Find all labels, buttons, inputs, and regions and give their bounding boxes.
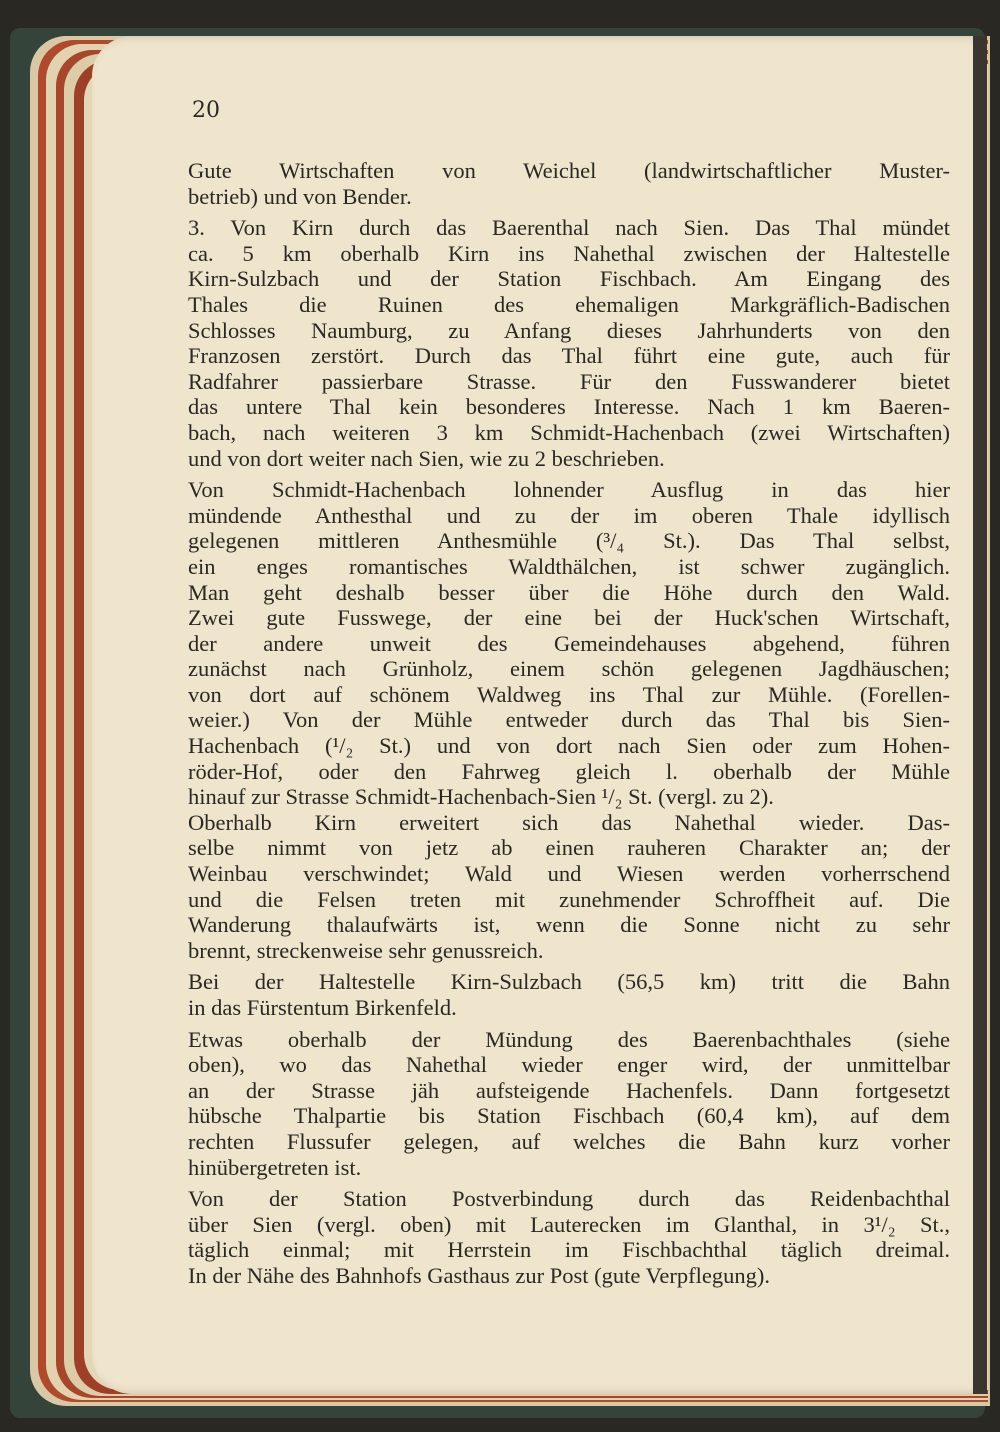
- text-line: Schlosses Naumburg, zu Anfang dieses Jahrhunderts von den: [188, 317, 950, 343]
- text-line: ein enges romantisches Waldthälchen, ist schwer zugänglich.: [188, 553, 950, 579]
- text-line: hinauf zur Strasse Schmidt-Hachenbach-Sien ¹/₂ St. (vergl. zu 2).: [188, 784, 774, 810]
- text-line: Oberhalb Kirn erweitert sich das Nahethal wieder. Das-: [188, 809, 950, 835]
- text-line: brennt, streckenweise sehr genussreich.: [188, 937, 544, 963]
- text-line: an der Strasse jäh aufsteigende Hachenfels. Dann fortgesetzt: [188, 1077, 950, 1103]
- paragraph: [188, 969, 950, 1020]
- text-line: hinübergetreten ist.: [188, 1154, 362, 1180]
- text-line: 3. Von Kirn durch das Baerenthal nach Sien. Das Thal mündet: [188, 215, 950, 241]
- text-line: rechten Flussufer gelegen, auf welches die Bahn kurz vorher: [188, 1128, 950, 1154]
- text-line: ca. 5 km oberhalb Kirn ins Nahethal zwischen der Haltestelle: [188, 240, 950, 266]
- page-number: 20: [192, 98, 220, 123]
- text-line: hübsche Thalpartie bis Station Fischbach (60,4 km), auf dem: [188, 1103, 950, 1129]
- paragraph: [188, 158, 950, 209]
- text-line: gelegenen mittleren Anthesmühle (³/₄ St.). Das Thal selbst,: [188, 528, 950, 554]
- text-line: Zwei gute Fusswege, der eine bei der Huck'schen Wirtschaft,: [188, 605, 950, 631]
- text-line: Franzosen zerstört. Durch das Thal führt eine gute, auch für: [188, 343, 950, 369]
- text-line: selbe nimmt von jetz ab einen rauheren Charakter an; der: [188, 835, 950, 861]
- text-line: Radfahrer passierbare Strasse. Für den Fusswanderer bietet: [188, 368, 950, 394]
- text-line: In der Nähe des Bahnhofs Gasthaus zur Post (gute Verpflegung).: [188, 1262, 770, 1288]
- text-line: Gute Wirtschaften von Weichel (landwirtschaftlicher Muster-: [188, 158, 950, 183]
- text-line: Weinbau verschwindet; Wald und Wiesen werden vorherrschend: [188, 861, 950, 887]
- text-line: mündende Anthesthal und zu der im oberen Thale idyllisch: [188, 502, 950, 528]
- text-line: das untere Thal kein besonderes Interesse. Nach 1 km Baeren-: [188, 394, 950, 420]
- text-line: Kirn-Sulzbach und der Station Fischbach. Am Eingang des: [188, 266, 950, 292]
- text-line: täglich einmal; mit Herrstein im Fischbachthal täglich dreimal.: [188, 1237, 950, 1263]
- text-line: Etwas oberhalb der Mündung des Baerenbachthales (siehe: [188, 1026, 950, 1052]
- page-text: [188, 158, 950, 1289]
- paragraph: [188, 1027, 950, 1181]
- paragraph: [188, 1186, 950, 1288]
- text-line: Wanderung thalaufwärts ist, wenn die Sonne nicht zu sehr: [188, 912, 950, 938]
- text-line: Hachenbach (¹/₂ St.) und von dort nach Sien oder zum Hohen-: [188, 733, 950, 759]
- text-line: röder-Hof, oder den Fahrweg gleich l. oberhalb der Mühle: [188, 758, 950, 784]
- text-line: zunächst nach Grünholz, einem schön gelegenen Jagdhäuschen;: [188, 656, 950, 682]
- text-line: bach, nach weiteren 3 km Schmidt-Hachenbach (zwei Wirtschaften): [188, 419, 950, 445]
- text-line: Thales die Ruinen des ehemaligen Markgräflich-Badischen: [188, 291, 950, 317]
- text-line: und die Felsen treten mit zunehmender Schroffheit auf. Die: [188, 886, 950, 912]
- text-line: betrieb) und von Bender.: [188, 183, 412, 209]
- text-line: Von Schmidt-Hachenbach lohnender Ausflug in das hier: [188, 477, 950, 503]
- paragraph: [188, 477, 950, 810]
- paragraph: [188, 215, 950, 471]
- text-line: weier.) Von der Mühle entweder durch das Thal bis Sien-: [188, 707, 950, 733]
- text-line: Bei der Haltestelle Kirn-Sulzbach (56,5 km) tritt die Bahn: [188, 969, 950, 995]
- book-binding: [973, 36, 987, 1394]
- text-line: der andere unweit des Gemeindehauses abgehend, führen: [188, 630, 950, 656]
- text-line: von dort auf schönem Waldweg ins Thal zur Mühle. (Forellen-: [188, 681, 950, 707]
- text-line: oben), wo das Nahethal wieder enger wird, der unmittelbar: [188, 1052, 950, 1078]
- paragraph: [188, 810, 950, 964]
- text-line: in das Fürstentum Birkenfeld.: [188, 995, 457, 1020]
- text-line: über Sien (vergl. oben) mit Lauterecken im Glanthal, in 3¹/₂ St.,: [188, 1211, 950, 1237]
- text-line: Man geht deshalb besser über die Höhe durch den Wald.: [188, 579, 950, 605]
- text-line: und von dort weiter nach Sien, wie zu 2 beschrieben.: [188, 445, 665, 471]
- text-line: Von der Station Postverbindung durch das Reidenbachthal: [188, 1186, 950, 1212]
